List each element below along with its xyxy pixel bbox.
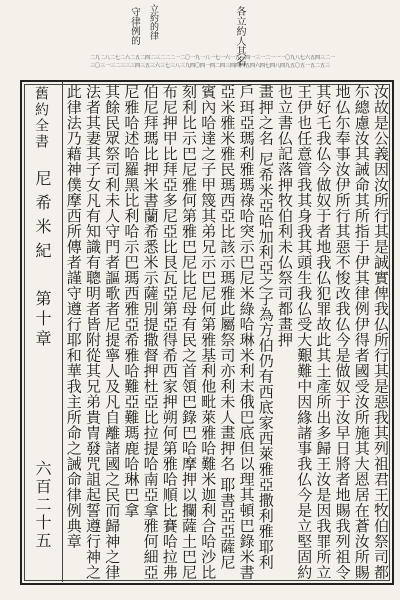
text-column: 地仏尓奉事汝伊所行其惡不悛改我仏今是做奴于汝早日將者地賜我列祖令	[333, 84, 352, 580]
text-column: 其餘民眾祭司利未人守門者謳歌者尼提寧人及凡自離諸國之民而歸神之律	[103, 84, 122, 580]
text-column: 畫押之名 尼希米亞哈加利亞之子為方伯仍有西底家西萊雅亞撒利雅耶利	[256, 84, 275, 570]
text-column: 布尼押甲比拜亞多尼亞比艮瓦亞第亞得希西家押朔何第雅哈順比賽哈拉弗	[160, 84, 179, 580]
verse-number-row-2: 三〇三一三二三三三四三五三六三七三八三九四〇四一四二四三四四四五四六四七四八四九五〇五一五二五三	[90, 63, 331, 69]
text-column: 此律法乃藉神僕摩西所傳者謹守遵行耶和華我主所命之誡命律例典章	[64, 84, 83, 549]
text-column: 戶珥亞瑪利雅瑪祿哈突示巴尼米綠哈琳米利末俄巴底但以理其頓巴錄米書	[237, 84, 256, 580]
book-title: 舊約全書	[33, 86, 49, 150]
text-column: 亞米雅米雅民瑪西亞比該示瑪雅此屬祭司亦利未人畫押名 耶書亞亞薩尼	[218, 84, 237, 570]
top-note-middle: 立約的律	[148, 4, 158, 40]
text-body	[64, 84, 390, 584]
text-column: 伯尼拜瑪比押米書蘭希悉米示薩別提撒督押杜亞比拉提哈南亞拿雅何細亞	[141, 84, 160, 580]
section-title: 尼希米紀	[33, 170, 52, 266]
page-number: 六百二十五	[33, 460, 52, 550]
verse-number-strip	[90, 54, 390, 72]
text-column: 賓內哈達之子甲篾其弟兄示巴尼何第雅基利他毗萊雅哈難米迦利合哈沙比	[199, 84, 218, 580]
text-column: 其好乇我仏今做奴于者地我仏犯罪故此其土產所出多歸王汝是因我罪所立	[314, 84, 333, 580]
text-column: 尓總慮汝其誡命其所指于伊其律例伊得者國受汝所施其大恩居在蒼汝所賜	[352, 84, 371, 580]
top-note-left: 守律例的	[129, 7, 140, 45]
chapter-label: 第十章	[33, 290, 52, 350]
text-column: 尼雅哈述哈羅黑比利哈示巴瑪西雅亞希雅哈難亞難瑪鹿哈琳巴拿	[122, 84, 141, 518]
text-column: 汝故是公義因汝所行其是誠實俾我仏所行其是惡我其列祖君王牧伯祭司都	[371, 84, 390, 580]
text-column: 刻利比示巴尼雅何第雅巴尼比尼母有民之首領巴錄巴哈摩押以攔薩土巴尼	[179, 84, 198, 580]
text-column: 法者其妻其子女凡有知識有聰明者皆附從其兄弟貴冑發咒詛起誓遵行神之	[83, 84, 102, 580]
verse-number-row-1: 二九二八二七二六二五二四二三二二二一二〇一九一八一七一六一五一四一三一二一一一〇九八七六五四三二一	[90, 55, 336, 61]
top-note-right: 各立約人其名	[234, 6, 245, 66]
text-column: 也立書仏記落押牧伯利未仏祭司都畫押	[275, 84, 294, 348]
text-column: 王伊也任意管我其身我其頭生我仏受大艱難中因緣諸事我仏今是立堅固約	[295, 84, 314, 580]
